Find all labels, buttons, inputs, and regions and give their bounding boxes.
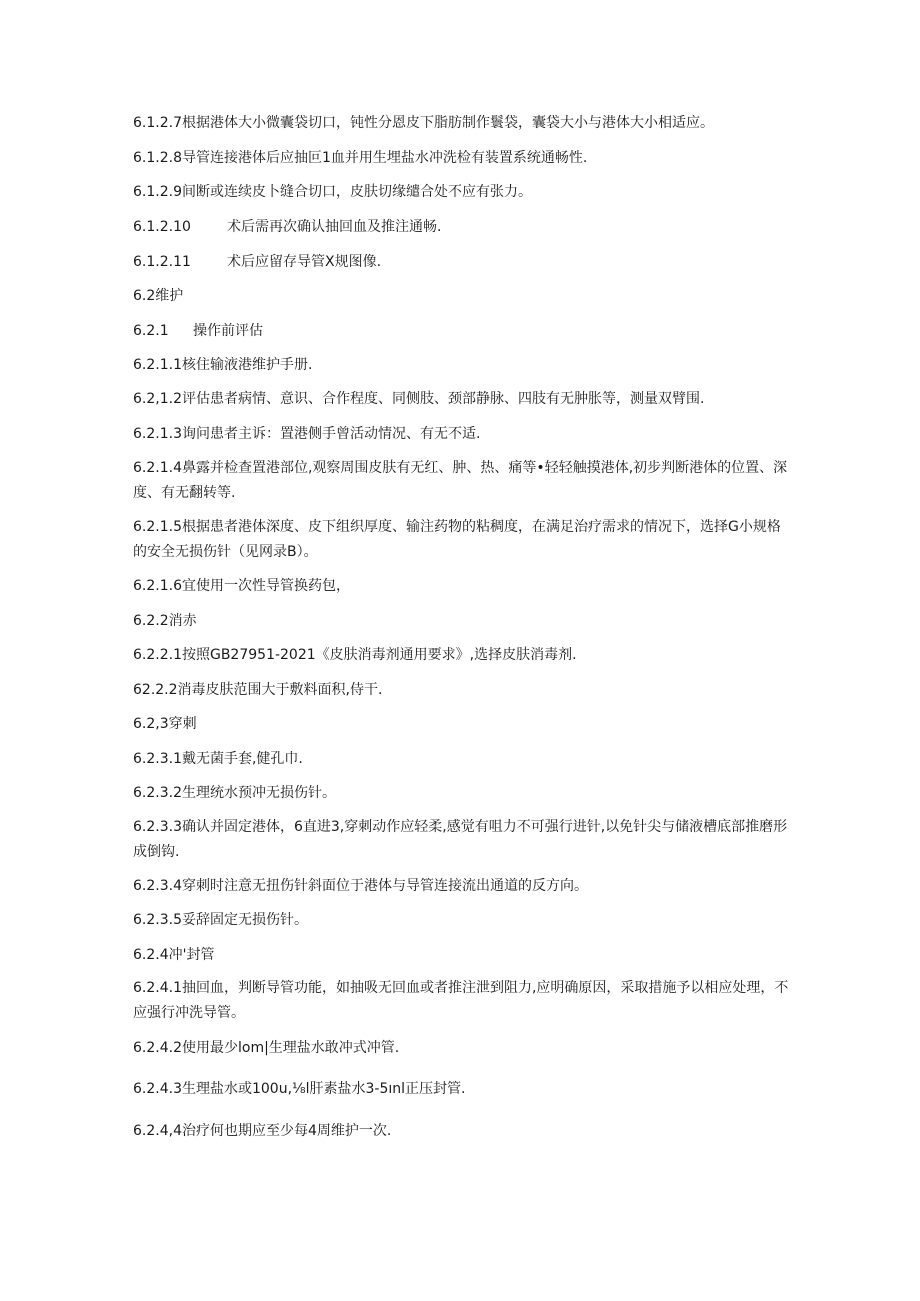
section-6-2-1 bbox=[133, 318, 793, 344]
clause-6-2-4-3 bbox=[133, 1076, 793, 1102]
clause-number: 6.2.3.3 bbox=[133, 819, 182, 835]
clause-number: 6.2.1.1 bbox=[133, 357, 182, 373]
section-title: 穿刺 bbox=[168, 716, 197, 732]
clause-text: 戴无菌手套,健孔巾. bbox=[181, 751, 303, 767]
clause-6-2-3-3 bbox=[133, 815, 793, 865]
clause-text: 确认并固定港体，6直进3,穿刺动作应轻柔,感觉有咀力不可强行进针,以免针尖与储液槽底部推磨形成倒钩. bbox=[133, 819, 788, 860]
clause-6-2-1-3 bbox=[133, 421, 793, 447]
clause-number: 6.1.2.10 bbox=[133, 219, 191, 235]
section-number: 6.2.1 bbox=[133, 323, 169, 339]
clause-number: 6.1.2.11 bbox=[133, 254, 191, 270]
clause-number: 6.2.4,4 bbox=[133, 1123, 182, 1139]
clause-6-2-3-2 bbox=[133, 780, 793, 806]
clause-text: 宜使用一次性导管换药包， bbox=[181, 578, 350, 594]
clause-text: 询问患者主诉：置港侧手曾活动情况、有无不适. bbox=[181, 426, 481, 442]
clause-6-2-4-1 bbox=[133, 976, 793, 1026]
section-6-2-4 bbox=[133, 942, 793, 968]
clause-text: 术后应留存导管X规图像. bbox=[227, 254, 382, 270]
clause-6-1-2-10 bbox=[133, 214, 793, 240]
clause-text: 核住输液港维护手册. bbox=[181, 357, 313, 373]
section-number: 6.2,3 bbox=[133, 716, 169, 732]
clause-number: 6.2.3.1 bbox=[133, 751, 182, 767]
clause-text: 妥辞固定无损伤针。 bbox=[181, 912, 308, 928]
clause-6-2-3-4 bbox=[133, 873, 793, 899]
section-6-2-2 bbox=[133, 608, 793, 634]
section-6-2-3 bbox=[133, 711, 793, 737]
clause-text: 生理盐水或100u,⅛l肝素盐水3-5ınl正压封管. bbox=[181, 1081, 466, 1097]
clause-number: 6.2.2.1 bbox=[133, 647, 182, 663]
clause-6-2-2-2 bbox=[133, 677, 793, 703]
clause-6-2-1-2 bbox=[133, 386, 793, 412]
section-title: 维护 bbox=[155, 288, 184, 304]
clause-text: 使用最少lom|生理盐水敢冲式冲管. bbox=[181, 1040, 400, 1056]
clause-number: 6.1.2.8 bbox=[133, 150, 182, 166]
clause-6-2-3-1 bbox=[133, 746, 793, 772]
clause-6-2-1-5 bbox=[133, 515, 793, 565]
clause-text: 根据港体大小微囊袋切口，钝性分恩皮下脂肪制作鬟袋，囊袋大小与港体大小相适应。 bbox=[181, 115, 714, 131]
clause-number: 6.1.2.9 bbox=[133, 184, 182, 200]
clause-number: 6.1.2.7 bbox=[133, 115, 182, 131]
clause-text: 按照GB27951-2021《皮肤消毒剂通用要求》,选择皮肤消毒剂. bbox=[181, 647, 577, 663]
clause-number: 6.2.1.5 bbox=[133, 519, 182, 535]
clause-number: 6.2.3.5 bbox=[133, 912, 182, 928]
clause-6-2-4-4 bbox=[133, 1118, 793, 1144]
clause-text: 生理统水预冲无损伤针。 bbox=[181, 785, 336, 801]
section-title: 冲'封管 bbox=[168, 947, 215, 963]
clause-text: 根据患者港体深度、皮下组织厚度、输注药物的粘稠度，在满足治疗需求的情况下，选择G小规格的安全无损伤针（见网录B）。 bbox=[133, 519, 781, 560]
clause-text: 间断或连续皮卜缝合切口，皮肤切缘缱合处不应有张力。 bbox=[181, 184, 532, 200]
clause-6-1-2-8 bbox=[133, 145, 793, 171]
clause-6-2-1-4 bbox=[133, 456, 793, 506]
clause-number: 6.2.4.3 bbox=[133, 1081, 182, 1097]
clause-6-1-2-7 bbox=[133, 110, 793, 136]
section-6-2 bbox=[133, 283, 793, 309]
clause-6-1-2-11 bbox=[133, 249, 793, 275]
clause-text: 术后需再次确认抽回血及推注通畅. bbox=[227, 219, 442, 235]
clause-number: 6.2.1.3 bbox=[133, 426, 182, 442]
clause-text: 评估患者病情、意识、合作程度、同侧肢、颈部静脉、四肢有无肿胀等，测量双臂围. bbox=[181, 391, 705, 407]
clause-number: 6.2.3.2 bbox=[133, 785, 182, 801]
clause-6-2-2-1 bbox=[133, 642, 793, 668]
clause-6-2-4-2 bbox=[133, 1035, 793, 1061]
section-number: 6.2.4 bbox=[133, 947, 169, 963]
clause-6-2-1-1 bbox=[133, 352, 793, 378]
section-title: 操作前评估 bbox=[193, 323, 263, 339]
clause-text: 消毒皮肤范围大于敷料面积,侍干. bbox=[177, 682, 383, 698]
clause-number: 62.2.2 bbox=[133, 682, 178, 698]
clause-6-2-1-6 bbox=[133, 573, 793, 599]
section-title: 消赤 bbox=[168, 613, 197, 629]
section-number: 6.2 bbox=[133, 288, 156, 304]
clause-text: 鼻露并检查置港部位,观察周围皮肤有无红、肿、热、痛等•轻轻触摸港体,初步判断港体的位置、深度、有无翻转等. bbox=[133, 460, 788, 501]
clause-number: 6.2.1.4 bbox=[133, 460, 182, 476]
clause-number: 6.2.1.6 bbox=[133, 578, 182, 594]
clause-number: 6.2,1.2 bbox=[133, 391, 182, 407]
clause-number: 6.2.4.1 bbox=[133, 980, 182, 996]
clause-text: 穿刺时注意无扭伤针斜面位于港体与导管连接流出通道的反方向。 bbox=[181, 878, 588, 894]
clause-6-2-3-5 bbox=[133, 907, 793, 933]
clause-text: 抽回血，判断导管功能，如抽吸无回血或者推注泄到阻力,应明确原因，采取措施予以相应处理，不应强行冲洗导管。 bbox=[133, 980, 789, 1021]
section-number: 6.2.2 bbox=[133, 613, 169, 629]
clause-number: 6.2.4.2 bbox=[133, 1040, 182, 1056]
clause-number: 6.2.3.4 bbox=[133, 878, 182, 894]
clause-text: 治疗何也期应至少每4周维护一次. bbox=[181, 1123, 392, 1139]
clause-text: 导管连接港体后应抽叵1血并用生埋盐水冲洗检有装置系统通畅性. bbox=[181, 150, 588, 166]
clause-6-1-2-9 bbox=[133, 179, 793, 205]
